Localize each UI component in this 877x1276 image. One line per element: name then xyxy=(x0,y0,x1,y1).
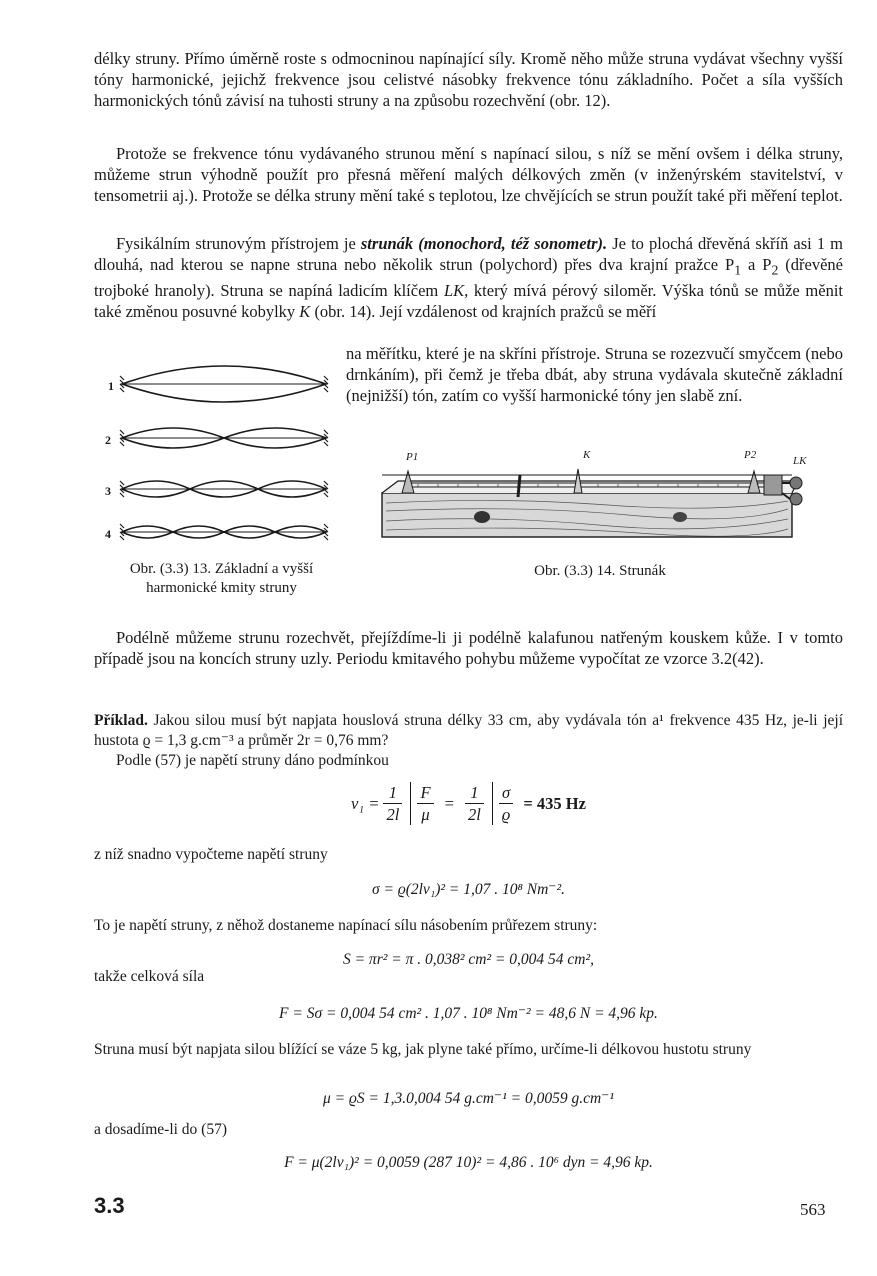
text-line: z níž snadno vypočteme napětí struny xyxy=(94,846,328,863)
fraction xyxy=(383,782,402,825)
paragraph-length-changes: Protože se frekvence tónu vydávaného strunou mění s napínací silou, s níž se mění ovšem i délka struny, můžeme strun výhodně použít pro přesná měření malých délkových změn (v inženýrském stavitelství, v tensometrii aj.). Protože se délka struny mění také s teplotou, lze chvějících se strun použít také při měření teplot. xyxy=(94,144,843,205)
figure-13 xyxy=(100,362,340,552)
equation-linear-density: μ = ϱS = 1,3.0,004 54 g.cm⁻¹ = 0,0059 g.cm⁻¹ xyxy=(323,1090,614,1107)
fraction xyxy=(465,782,484,825)
caption-line: harmonické kmity struny xyxy=(146,580,297,596)
label-k: K xyxy=(583,449,591,461)
text-run: (dřevěné trojboké hranoly). Struna se napíná ladicím klíčem xyxy=(94,255,843,301)
figure-14 xyxy=(378,445,818,545)
subscript: 1 xyxy=(734,262,742,278)
equation-frequency xyxy=(94,782,843,825)
paragraph-harmonics: délky struny. Přímo úměrně roste s odmocninou napínající síly. Kromě něho může struna vydávat všechny vyšší tóny harmonické, jejichž frekvence jsou celistvé násobky frekvence tónu základního. Počet a síla vyšších harmonických tónů závisí na tuhosti struny a na způsobu rozechvění (obr. 12). xyxy=(94,49,843,110)
symbol-k: K xyxy=(299,302,311,322)
denominator: μ xyxy=(421,805,430,824)
symbol-lk: LK xyxy=(443,281,465,301)
denominator: 2l xyxy=(467,805,481,824)
equation-area: S = πr² = π . 0,038² cm² = 0,004 54 cm², xyxy=(342,951,595,968)
paragraph-longitudinal: Podélně můžeme strunu rozechvět, přejíždíme-li ji podélně kalafunou natřeným kouskem kůže. I v tomto případě jsou na koncích struny uzly. Periodu kmitavého pohybu můžeme vypočítat ze vzorce 3.2(42). xyxy=(94,628,843,668)
denominator: 2l xyxy=(386,805,400,824)
mode-label-1: 1 xyxy=(108,379,114,393)
fraction xyxy=(417,782,433,825)
numerator: F xyxy=(417,782,433,804)
caption-line: Obr. (3.3) 13. Základní a vyšší xyxy=(129,561,314,577)
label-lk: LK xyxy=(793,455,807,467)
square-root xyxy=(410,782,433,825)
fraction xyxy=(499,782,513,825)
label-p2: P2 xyxy=(744,449,757,461)
text-paragraph: Struna musí být napjata silou blížící se váze 5 kg, jak plyne také přímo, určíme-li délkovou hustotu struny xyxy=(94,1041,752,1058)
eq1-rhs: = 435 Hz xyxy=(523,794,586,813)
text-run: (obr. 14). Její vzdálenost od krajních pražců se měří xyxy=(310,302,657,322)
text-line: takže celková síla xyxy=(94,968,205,985)
numerator: σ xyxy=(499,782,513,804)
mode-label-3: 3 xyxy=(105,484,111,498)
numerator: 1 xyxy=(465,782,484,804)
numerator: 1 xyxy=(383,782,402,804)
square-root xyxy=(492,782,513,825)
equation-tension: σ = ϱ(2lν₁)² = 1,07 . 10⁸ Nm⁻². xyxy=(372,881,565,898)
text-line: a dosadíme-li do (57) xyxy=(94,1121,228,1138)
subscript: 2 xyxy=(771,262,779,278)
paragraph-monochord-continued: na měřítku, které je na skříni přístroje. Struna se rozezvučí smyčcem (nebo drnkáním), při čemž je třeba dbát, aby struna vydávala skutečně základní (nejnižší) tón, zatím co vyšší harmonické tóny jen slabě zní. xyxy=(346,344,843,405)
equation-force: F = Sσ = 0,004 54 cm² . 1,07 . 10⁸ Nm⁻² = 48,6 N = 4,96 kp. xyxy=(279,1005,658,1022)
eq1-lhs: ν₁ = xyxy=(351,794,380,813)
equals: = xyxy=(443,794,455,813)
equation-force-cgs: F = μ(2lν₁)² = 0,0059 (287 10)² = 4,86 . 10⁶ dyn = 4,96 kp. xyxy=(284,1154,653,1171)
figure-14-caption: Obr. (3.3) 14. Strunák xyxy=(534,563,666,579)
mode-label-2: 2 xyxy=(105,433,111,447)
term-strunak: strunák (monochord, též sonometr). xyxy=(360,234,608,253)
example-text: Jakou silou musí být napjata houslová struna délky 33 cm, aby vydávala tón a¹ frekvence 435 Hz, je-li její hustota ϱ = 1,3 g.cm⁻³ a průměr 2r = 0,76 mm? xyxy=(94,712,843,749)
text-run: a P xyxy=(741,255,772,274)
text-line: To je napětí struny, z něhož dostaneme napínací sílu násobením průřezem struny: xyxy=(94,917,598,934)
text-run: Fysikálním strunovým přístrojem je xyxy=(116,234,361,253)
label-p1: P1 xyxy=(406,451,419,463)
example-line2: Podle (57) je napětí struny dáno podmínkou xyxy=(116,752,389,769)
section-number: 3.3 xyxy=(94,1193,125,1218)
denominator: ϱ xyxy=(501,805,511,824)
page-number: 563 xyxy=(800,1200,826,1219)
example-paragraph xyxy=(94,711,843,751)
paragraph-monochord xyxy=(94,233,843,322)
figure-13-caption xyxy=(94,560,349,598)
harmonic-modes-diagram xyxy=(100,362,340,552)
text-run: , který mívá pérový siloměr. Výška tónů se může měnit také změnou posuvné kobylky xyxy=(94,281,843,322)
mode-label-4: 4 xyxy=(105,527,111,541)
example-label: Příklad. xyxy=(94,712,148,729)
text-run: Je to plochá dřevěná skříň asi 1 m dlouhá, nad kterou se napne struna nebo několik strun (polychord) přes dva krajní pražce P xyxy=(94,234,843,274)
